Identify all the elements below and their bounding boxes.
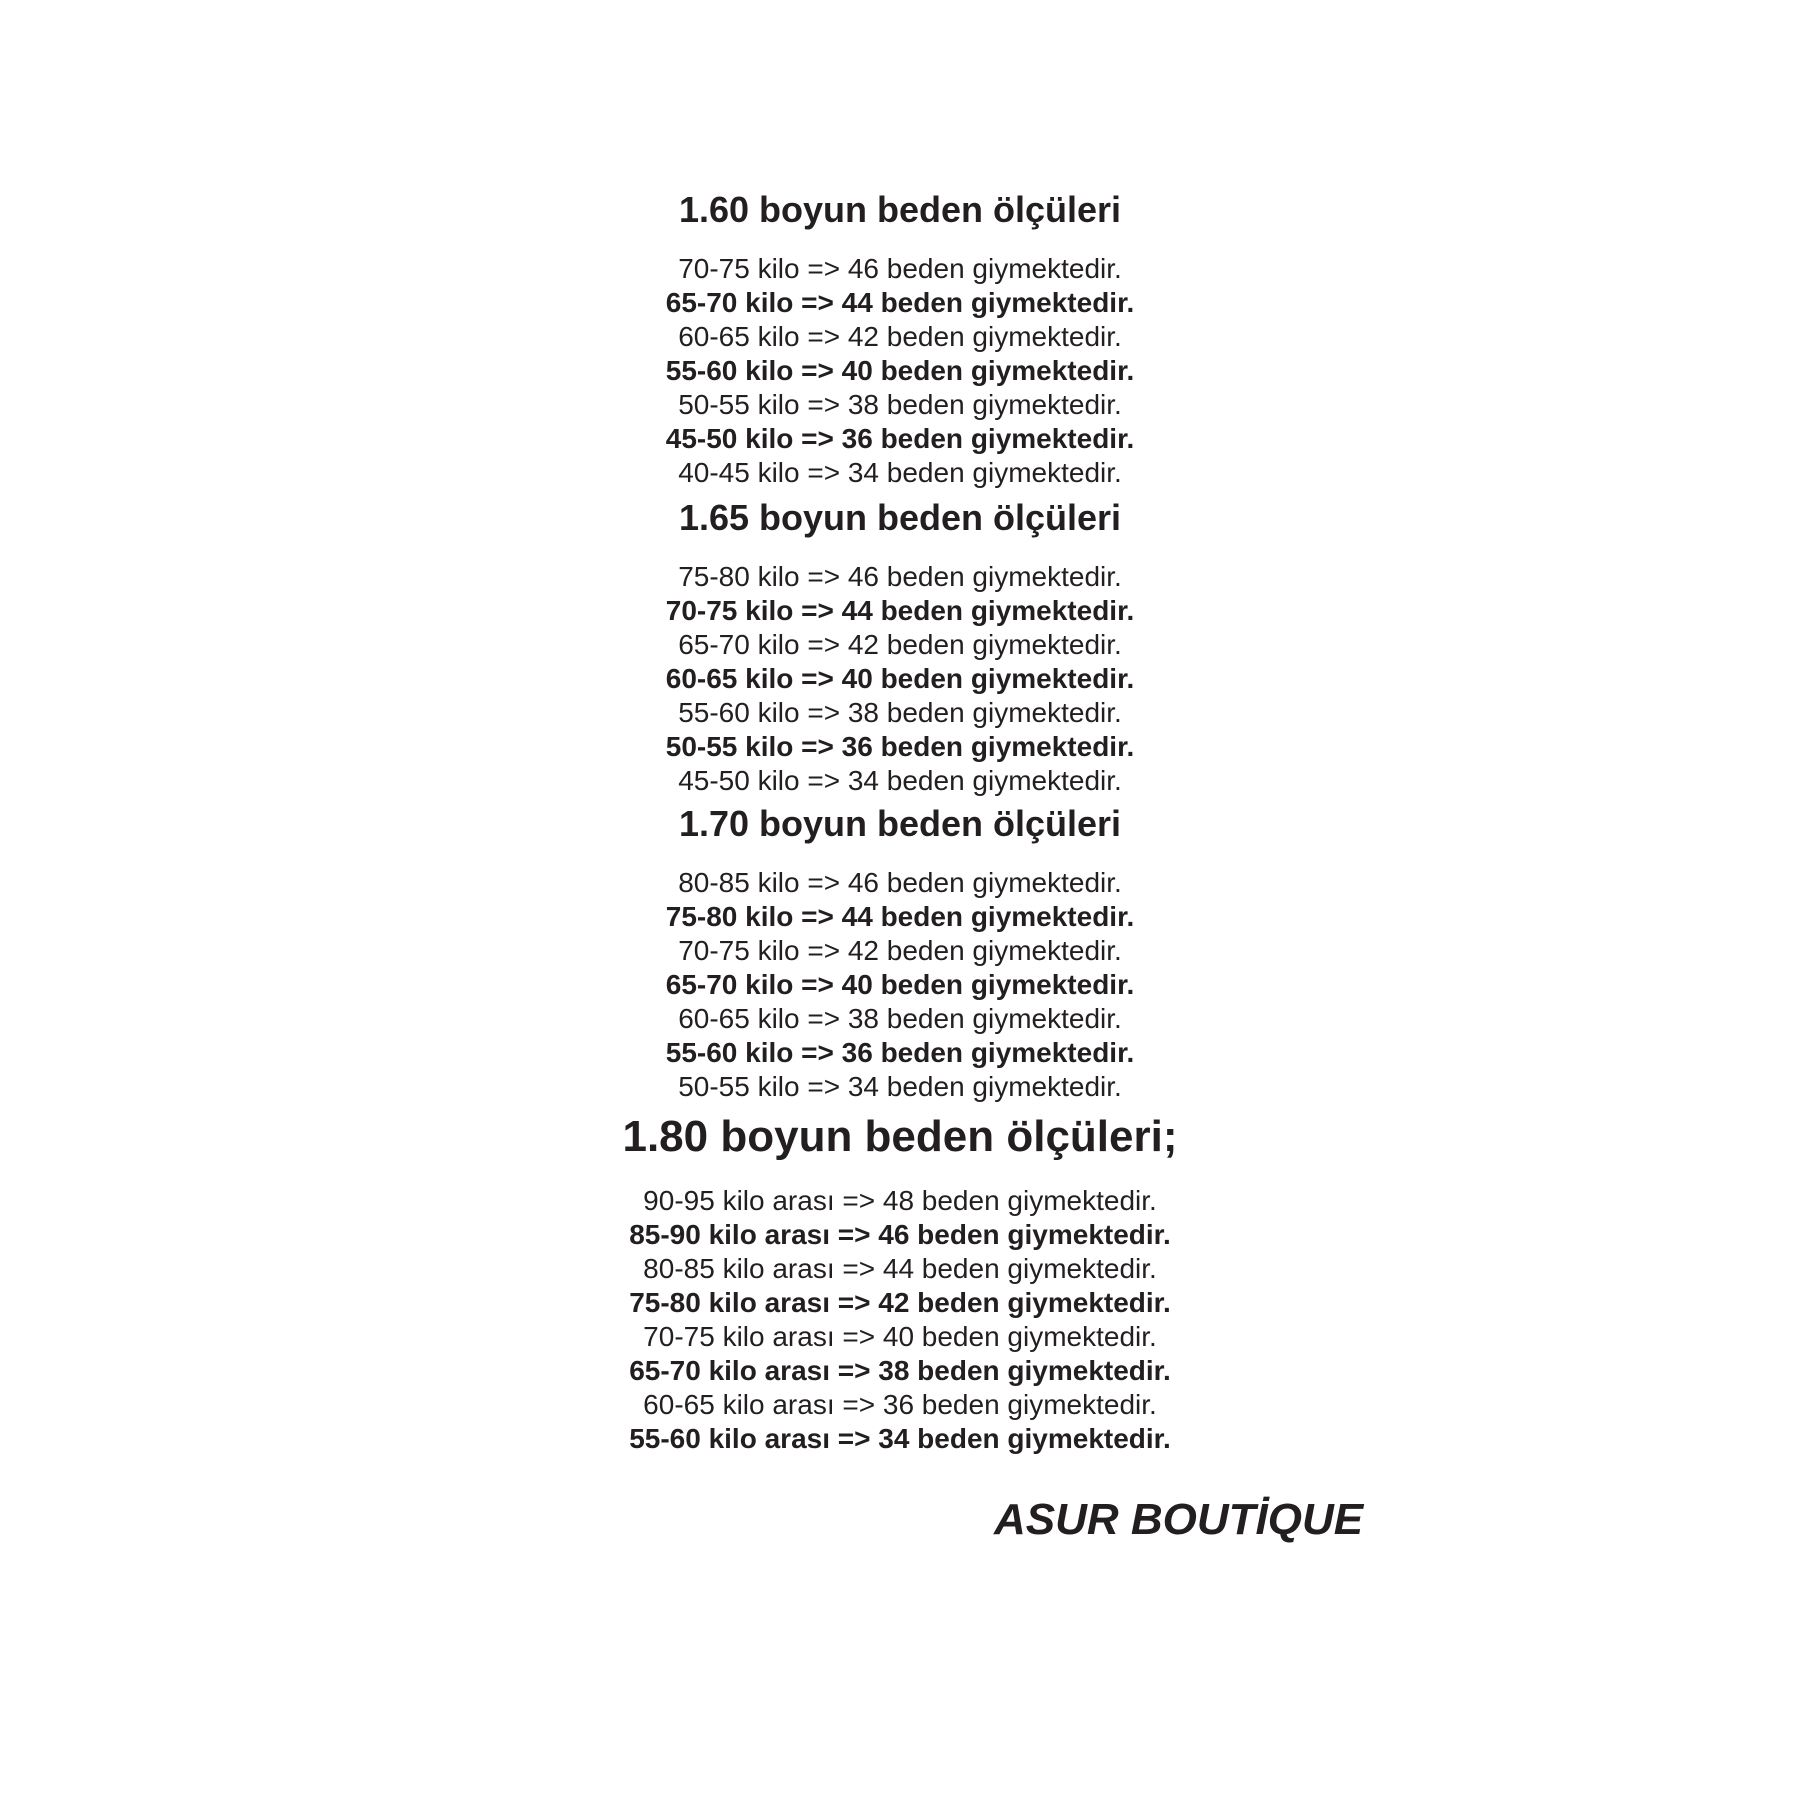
size-row: 65-70 kilo arası => 38 beden giymektedir. — [629, 1355, 1171, 1386]
size-row: 40-45 kilo => 34 beden giymektedir. — [678, 457, 1122, 488]
size-section-180 — [0, 1112, 1800, 1456]
size-row: 65-70 kilo => 40 beden giymektedir. — [665, 969, 1135, 1000]
size-row: 65-70 kilo => 42 beden giymektedir. — [678, 629, 1122, 660]
size-row: 55-60 kilo arası => 34 beden giymektedir. — [629, 1423, 1171, 1454]
size-row: 60-65 kilo arası => 36 beden giymektedir. — [643, 1389, 1157, 1420]
size-row: 70-75 kilo arası => 40 beden giymektedir. — [643, 1321, 1157, 1352]
size-row: 50-55 kilo => 34 beden giymektedir. — [678, 1071, 1122, 1102]
size-section-165 — [0, 498, 1800, 798]
section-heading: 1.65 boyun beden ölçüleri — [678, 497, 1122, 538]
size-row: 60-65 kilo => 40 beden giymektedir. — [665, 663, 1135, 694]
size-rows — [0, 252, 1800, 490]
size-row: 90-95 kilo arası => 48 beden giymektedir. — [643, 1185, 1157, 1216]
size-row: 60-65 kilo => 42 beden giymektedir. — [678, 321, 1122, 352]
size-row: 80-85 kilo arası => 44 beden giymektedir. — [643, 1253, 1157, 1284]
size-row: 70-75 kilo => 46 beden giymektedir. — [678, 253, 1122, 284]
size-rows — [0, 866, 1800, 1104]
size-row: 55-60 kilo => 40 beden giymektedir. — [665, 355, 1135, 386]
size-row: 65-70 kilo => 44 beden giymektedir. — [665, 287, 1135, 318]
section-heading: 1.60 boyun beden ölçüleri — [678, 189, 1122, 230]
size-row: 60-65 kilo => 38 beden giymektedir. — [678, 1003, 1122, 1034]
size-section-160 — [0, 190, 1800, 490]
size-row: 70-75 kilo => 44 beden giymektedir. — [665, 595, 1135, 626]
section-heading: 1.70 boyun beden ölçüleri — [678, 803, 1122, 844]
size-row: 85-90 kilo arası => 46 beden giymektedir. — [629, 1219, 1171, 1250]
brand-name: ASUR BOUTİQUE — [994, 1495, 1364, 1544]
size-row: 55-60 kilo => 36 beden giymektedir. — [665, 1037, 1135, 1068]
size-rows — [0, 560, 1800, 798]
size-row: 50-55 kilo => 38 beden giymektedir. — [678, 389, 1122, 420]
size-row: 45-50 kilo => 34 beden giymektedir. — [678, 765, 1122, 796]
section-heading: 1.80 boyun beden ölçüleri; — [622, 1112, 1178, 1161]
size-row: 55-60 kilo => 38 beden giymektedir. — [678, 697, 1122, 728]
size-rows — [0, 1184, 1800, 1456]
size-row: 80-85 kilo => 46 beden giymektedir. — [678, 867, 1122, 898]
size-row: 50-55 kilo => 36 beden giymektedir. — [665, 731, 1135, 762]
size-row: 75-80 kilo arası => 42 beden giymektedir. — [629, 1287, 1171, 1318]
size-row: 70-75 kilo => 42 beden giymektedir. — [678, 935, 1122, 966]
size-row: 75-80 kilo => 44 beden giymektedir. — [665, 901, 1135, 932]
size-section-170 — [0, 804, 1800, 1104]
size-row: 45-50 kilo => 36 beden giymektedir. — [665, 423, 1135, 454]
size-row: 75-80 kilo => 46 beden giymektedir. — [678, 561, 1122, 592]
